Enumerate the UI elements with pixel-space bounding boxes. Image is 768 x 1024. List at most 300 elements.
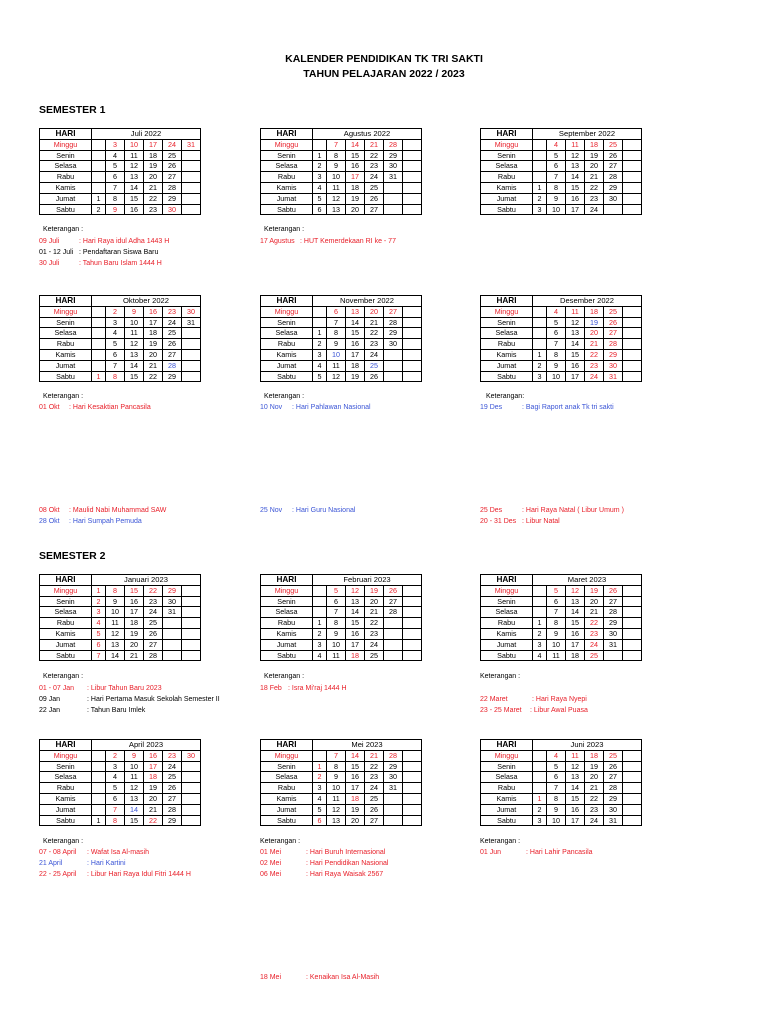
note-entry	[480, 518, 560, 525]
week-day-row	[481, 371, 642, 382]
date-cell	[623, 339, 642, 350]
week-day-row	[261, 139, 422, 150]
day-name: Selasa	[40, 607, 92, 618]
note-description: : Hari Raya idul Adha 1443 H	[79, 238, 170, 245]
note-description: : Wafat Isa Al-masih	[87, 849, 149, 856]
date-cell	[623, 639, 642, 650]
date-cell	[182, 618, 201, 629]
date-cell: 30	[163, 596, 182, 607]
date-cell: 19	[585, 317, 604, 328]
hari-header: HARI	[40, 129, 92, 140]
date-cell	[92, 339, 106, 350]
note-description: : Hari Lahir Pancasila	[526, 849, 593, 856]
day-name: Rabu	[40, 783, 92, 794]
note-description: : Hari Raya Waisak 2567	[306, 871, 384, 878]
date-cell: 15	[566, 793, 585, 804]
date-cell	[533, 317, 547, 328]
date-cell: 26	[604, 150, 623, 161]
date-cell: 19	[585, 761, 604, 772]
month-header: Maret 2023	[533, 575, 642, 586]
date-cell	[623, 182, 642, 193]
date-cell: 6	[547, 772, 566, 783]
date-cell: 23	[585, 804, 604, 815]
date-cell: 18	[346, 360, 365, 371]
date-cell: 16	[346, 161, 365, 172]
date-cell: 17	[346, 783, 365, 794]
date-cell: 21	[585, 339, 604, 350]
date-cell: 21	[365, 750, 384, 761]
day-name: Selasa	[40, 328, 92, 339]
date-cell: 14	[566, 339, 585, 350]
day-name: Kamis	[40, 793, 92, 804]
day-name: Jumat	[40, 639, 92, 650]
date-cell	[163, 628, 182, 639]
day-name: Kamis	[40, 349, 92, 360]
date-cell: 14	[566, 783, 585, 794]
date-cell: 29	[163, 371, 182, 382]
note-date: 23 - 25 Maret	[480, 707, 522, 714]
week-day-row	[261, 607, 422, 618]
keterangan-label: Keterangan :	[260, 838, 301, 845]
date-cell: 15	[125, 371, 144, 382]
date-cell: 1	[313, 328, 327, 339]
date-cell	[182, 371, 201, 382]
date-cell: 18	[144, 328, 163, 339]
day-name: Sabtu	[481, 815, 533, 826]
week-day-row	[481, 804, 642, 815]
hari-header: HARI	[40, 575, 92, 586]
note-date: 21 April	[39, 860, 63, 867]
date-cell: 5	[313, 804, 327, 815]
week-day-row	[261, 815, 422, 826]
hari-header: HARI	[261, 296, 313, 307]
date-cell: 14	[566, 607, 585, 618]
day-name: Senin	[40, 317, 92, 328]
date-cell	[384, 804, 403, 815]
date-cell: 15	[346, 618, 365, 629]
date-cell: 2	[313, 772, 327, 783]
date-cell: 13	[327, 815, 346, 826]
week-day-row	[481, 585, 642, 596]
date-cell: 22	[144, 371, 163, 382]
note-date: 22 - 25 April	[39, 871, 77, 878]
date-cell: 27	[163, 349, 182, 360]
date-cell	[384, 650, 403, 661]
date-cell: 1	[533, 182, 547, 193]
date-cell: 13	[106, 639, 125, 650]
date-cell	[92, 182, 106, 193]
date-cell: 25	[163, 150, 182, 161]
date-cell	[623, 650, 642, 661]
date-cell: 2	[533, 804, 547, 815]
note-entry	[39, 849, 149, 856]
note-description: : Libur Tahun Baru 2023	[87, 685, 162, 692]
week-day-row	[481, 182, 642, 193]
date-cell: 24	[585, 204, 604, 215]
date-cell	[533, 585, 547, 596]
date-cell	[623, 306, 642, 317]
date-cell: 20	[585, 328, 604, 339]
day-name: Senin	[261, 317, 313, 328]
date-cell: 5	[313, 193, 327, 204]
date-cell: 7	[327, 317, 346, 328]
week-day-row	[261, 172, 422, 183]
month-calendar	[260, 295, 422, 382]
note-date: 17 Agustus	[260, 238, 295, 245]
note-date: 30 Juli	[39, 260, 60, 267]
date-cell	[623, 360, 642, 371]
date-cell	[92, 761, 106, 772]
keterangan-label: Keterangan :	[43, 226, 84, 233]
month-header: September 2022	[533, 129, 642, 140]
date-cell	[403, 761, 422, 772]
date-cell	[182, 328, 201, 339]
note-date: 25 Des	[480, 507, 503, 514]
note-entry	[260, 404, 371, 411]
date-cell: 10	[327, 349, 346, 360]
date-cell: 23	[365, 628, 384, 639]
week-day-row	[261, 793, 422, 804]
date-cell: 4	[313, 650, 327, 661]
date-cell: 11	[547, 650, 566, 661]
week-day-row	[261, 360, 422, 371]
date-cell: 27	[163, 793, 182, 804]
date-cell: 6	[92, 639, 106, 650]
week-day-row	[481, 628, 642, 639]
note-date: 08 Okt	[39, 507, 60, 514]
date-cell: 17	[144, 761, 163, 772]
date-cell: 12	[125, 339, 144, 350]
date-cell	[403, 349, 422, 360]
day-name: Kamis	[481, 793, 533, 804]
month-calendar	[480, 574, 642, 661]
date-cell: 6	[547, 328, 566, 339]
date-cell: 28	[604, 339, 623, 350]
day-name: Kamis	[40, 628, 92, 639]
week-day-row	[40, 607, 201, 618]
date-cell: 13	[327, 204, 346, 215]
day-name: Kamis	[481, 182, 533, 193]
date-cell	[384, 618, 403, 629]
date-cell: 12	[106, 628, 125, 639]
date-cell: 31	[182, 317, 201, 328]
date-cell	[403, 172, 422, 183]
week-day-row	[261, 783, 422, 794]
note-description: : Hari Kartini	[87, 860, 126, 867]
date-cell	[182, 150, 201, 161]
date-cell	[182, 628, 201, 639]
date-cell: 15	[566, 349, 585, 360]
date-cell: 16	[346, 628, 365, 639]
date-cell	[403, 750, 422, 761]
date-cell	[92, 172, 106, 183]
date-cell: 28	[384, 139, 403, 150]
date-cell	[182, 585, 201, 596]
hari-header: HARI	[261, 129, 313, 140]
date-cell: 5	[106, 783, 125, 794]
date-cell	[182, 793, 201, 804]
date-cell: 4	[547, 306, 566, 317]
note-entry	[260, 974, 379, 981]
date-cell: 18	[585, 306, 604, 317]
day-name: Minggu	[40, 750, 92, 761]
week-day-row	[40, 349, 201, 360]
day-name: Selasa	[481, 607, 533, 618]
date-cell	[92, 793, 106, 804]
week-day-row	[481, 349, 642, 360]
date-cell: 8	[327, 618, 346, 629]
date-cell: 5	[313, 371, 327, 382]
day-name: Jumat	[40, 360, 92, 371]
date-cell: 7	[327, 139, 346, 150]
date-cell: 27	[604, 772, 623, 783]
date-cell: 7	[106, 182, 125, 193]
date-cell	[92, 783, 106, 794]
week-day-row	[40, 317, 201, 328]
week-day-row	[481, 761, 642, 772]
date-cell: 15	[566, 182, 585, 193]
date-cell: 25	[365, 182, 384, 193]
week-day-row	[481, 639, 642, 650]
date-cell: 7	[106, 360, 125, 371]
date-cell: 21	[144, 182, 163, 193]
date-cell: 9	[327, 772, 346, 783]
note-entry	[39, 249, 158, 256]
note-description: : Maulid Nabi Muhammad SAW	[69, 507, 167, 514]
date-cell: 16	[144, 306, 163, 317]
date-cell: 12	[327, 371, 346, 382]
date-cell: 1	[533, 793, 547, 804]
day-name: Jumat	[261, 804, 313, 815]
date-cell	[533, 139, 547, 150]
date-cell: 8	[106, 371, 125, 382]
week-day-row	[40, 150, 201, 161]
week-day-row	[40, 161, 201, 172]
week-day-row	[481, 317, 642, 328]
date-cell: 13	[566, 772, 585, 783]
day-name: Jumat	[40, 804, 92, 815]
date-cell: 9	[125, 750, 144, 761]
date-cell	[623, 618, 642, 629]
date-cell: 7	[327, 607, 346, 618]
date-cell	[384, 182, 403, 193]
date-cell: 20	[125, 639, 144, 650]
date-cell	[403, 596, 422, 607]
day-name: Selasa	[261, 772, 313, 783]
date-cell: 20	[585, 596, 604, 607]
month-header: Juni 2023	[533, 740, 642, 751]
date-cell: 28	[163, 360, 182, 371]
date-cell: 18	[566, 650, 585, 661]
date-cell: 31	[384, 172, 403, 183]
note-description: : Libur Awal Puasa	[530, 707, 588, 714]
date-cell: 28	[163, 182, 182, 193]
date-cell	[403, 150, 422, 161]
date-cell: 25	[365, 793, 384, 804]
date-cell: 18	[585, 139, 604, 150]
date-cell: 16	[346, 339, 365, 350]
date-cell: 15	[125, 815, 144, 826]
date-cell	[182, 815, 201, 826]
week-day-row	[40, 360, 201, 371]
date-cell: 28	[604, 607, 623, 618]
date-cell	[182, 349, 201, 360]
date-cell: 30	[604, 193, 623, 204]
date-cell: 17	[346, 639, 365, 650]
day-name: Senin	[40, 761, 92, 772]
date-cell: 10	[327, 783, 346, 794]
week-day-row	[40, 585, 201, 596]
week-day-row	[261, 339, 422, 350]
date-cell: 25	[163, 328, 182, 339]
day-name: Rabu	[261, 172, 313, 183]
date-cell	[384, 371, 403, 382]
date-cell: 5	[92, 628, 106, 639]
day-name: Jumat	[40, 193, 92, 204]
date-cell: 28	[144, 650, 163, 661]
week-day-row	[481, 815, 642, 826]
week-day-row	[261, 371, 422, 382]
date-cell: 30	[604, 628, 623, 639]
date-cell: 1	[313, 150, 327, 161]
date-cell	[533, 339, 547, 350]
note-entry	[480, 849, 593, 856]
date-cell: 27	[384, 306, 403, 317]
date-cell: 30	[604, 804, 623, 815]
date-cell: 23	[163, 306, 182, 317]
date-cell: 24	[365, 639, 384, 650]
date-cell: 20	[585, 772, 604, 783]
date-cell: 8	[547, 182, 566, 193]
date-cell: 5	[547, 150, 566, 161]
week-day-row	[40, 618, 201, 629]
date-cell: 9	[547, 193, 566, 204]
date-cell	[533, 150, 547, 161]
week-day-row	[481, 161, 642, 172]
date-cell: 19	[346, 804, 365, 815]
date-cell	[623, 204, 642, 215]
note-entry	[39, 860, 126, 867]
day-name: Selasa	[481, 161, 533, 172]
date-cell: 10	[327, 172, 346, 183]
date-cell	[313, 317, 327, 328]
date-cell: 30	[384, 161, 403, 172]
week-day-row	[40, 804, 201, 815]
date-cell	[403, 328, 422, 339]
date-cell	[182, 783, 201, 794]
date-cell	[403, 804, 422, 815]
date-cell: 20	[346, 204, 365, 215]
date-cell: 8	[106, 193, 125, 204]
date-cell: 9	[547, 360, 566, 371]
date-cell	[92, 750, 106, 761]
date-cell	[623, 193, 642, 204]
month-calendar	[39, 739, 201, 826]
day-name: Minggu	[481, 585, 533, 596]
month-header: April 2023	[92, 740, 201, 751]
week-day-row	[40, 596, 201, 607]
note-date: 02 Mei	[260, 860, 282, 867]
note-description: : Hari Raya Natal ( Libur Umum )	[522, 507, 624, 514]
week-day-row	[261, 317, 422, 328]
date-cell	[92, 317, 106, 328]
day-name: Sabtu	[40, 204, 92, 215]
keterangan-label: Keterangan :	[480, 673, 521, 680]
date-cell: 14	[125, 360, 144, 371]
date-cell: 25	[365, 360, 384, 371]
note-date: 18 Feb	[260, 685, 282, 692]
date-cell: 17	[566, 371, 585, 382]
date-cell	[403, 618, 422, 629]
date-cell: 4	[92, 618, 106, 629]
week-day-row	[261, 204, 422, 215]
note-entry	[260, 849, 385, 856]
date-cell	[403, 371, 422, 382]
week-day-row	[481, 618, 642, 629]
day-name: Sabtu	[481, 371, 533, 382]
month-calendar	[39, 574, 201, 661]
week-day-row	[40, 650, 201, 661]
month-calendar	[260, 574, 422, 661]
date-cell: 13	[125, 793, 144, 804]
date-cell: 15	[346, 761, 365, 772]
date-cell	[92, 306, 106, 317]
date-cell: 2	[106, 750, 125, 761]
date-cell: 21	[365, 317, 384, 328]
date-cell: 19	[144, 339, 163, 350]
note-date: 09 Jan	[39, 696, 61, 703]
date-cell: 30	[182, 306, 201, 317]
date-cell: 3	[533, 815, 547, 826]
date-cell	[182, 360, 201, 371]
date-cell: 13	[566, 328, 585, 339]
day-name: Kamis	[481, 628, 533, 639]
date-cell: 23	[144, 204, 163, 215]
day-name: Senin	[481, 317, 533, 328]
day-name: Senin	[40, 150, 92, 161]
date-cell: 7	[547, 172, 566, 183]
hari-header: HARI	[481, 575, 533, 586]
date-cell: 4	[106, 150, 125, 161]
date-cell: 9	[125, 306, 144, 317]
date-cell: 10	[125, 139, 144, 150]
date-cell	[313, 750, 327, 761]
date-cell: 10	[547, 815, 566, 826]
day-name: Rabu	[261, 339, 313, 350]
date-cell	[533, 783, 547, 794]
date-cell: 9	[327, 339, 346, 350]
week-day-row	[40, 339, 201, 350]
date-cell: 20	[144, 349, 163, 360]
note-date: 01 Okt	[39, 404, 60, 411]
date-cell	[384, 204, 403, 215]
day-name: Rabu	[481, 783, 533, 794]
date-cell	[403, 193, 422, 204]
date-cell: 11	[327, 793, 346, 804]
date-cell: 15	[125, 193, 144, 204]
date-cell: 20	[144, 172, 163, 183]
day-name: Kamis	[40, 182, 92, 193]
date-cell: 12	[346, 585, 365, 596]
hari-header: HARI	[481, 296, 533, 307]
date-cell: 3	[533, 639, 547, 650]
date-cell: 18	[125, 618, 144, 629]
document-title: KALENDER PENDIDIKAN TK TRI SAKTI	[285, 53, 483, 65]
week-day-row	[481, 793, 642, 804]
date-cell: 26	[604, 585, 623, 596]
date-cell: 18	[144, 772, 163, 783]
date-cell: 25	[163, 772, 182, 783]
